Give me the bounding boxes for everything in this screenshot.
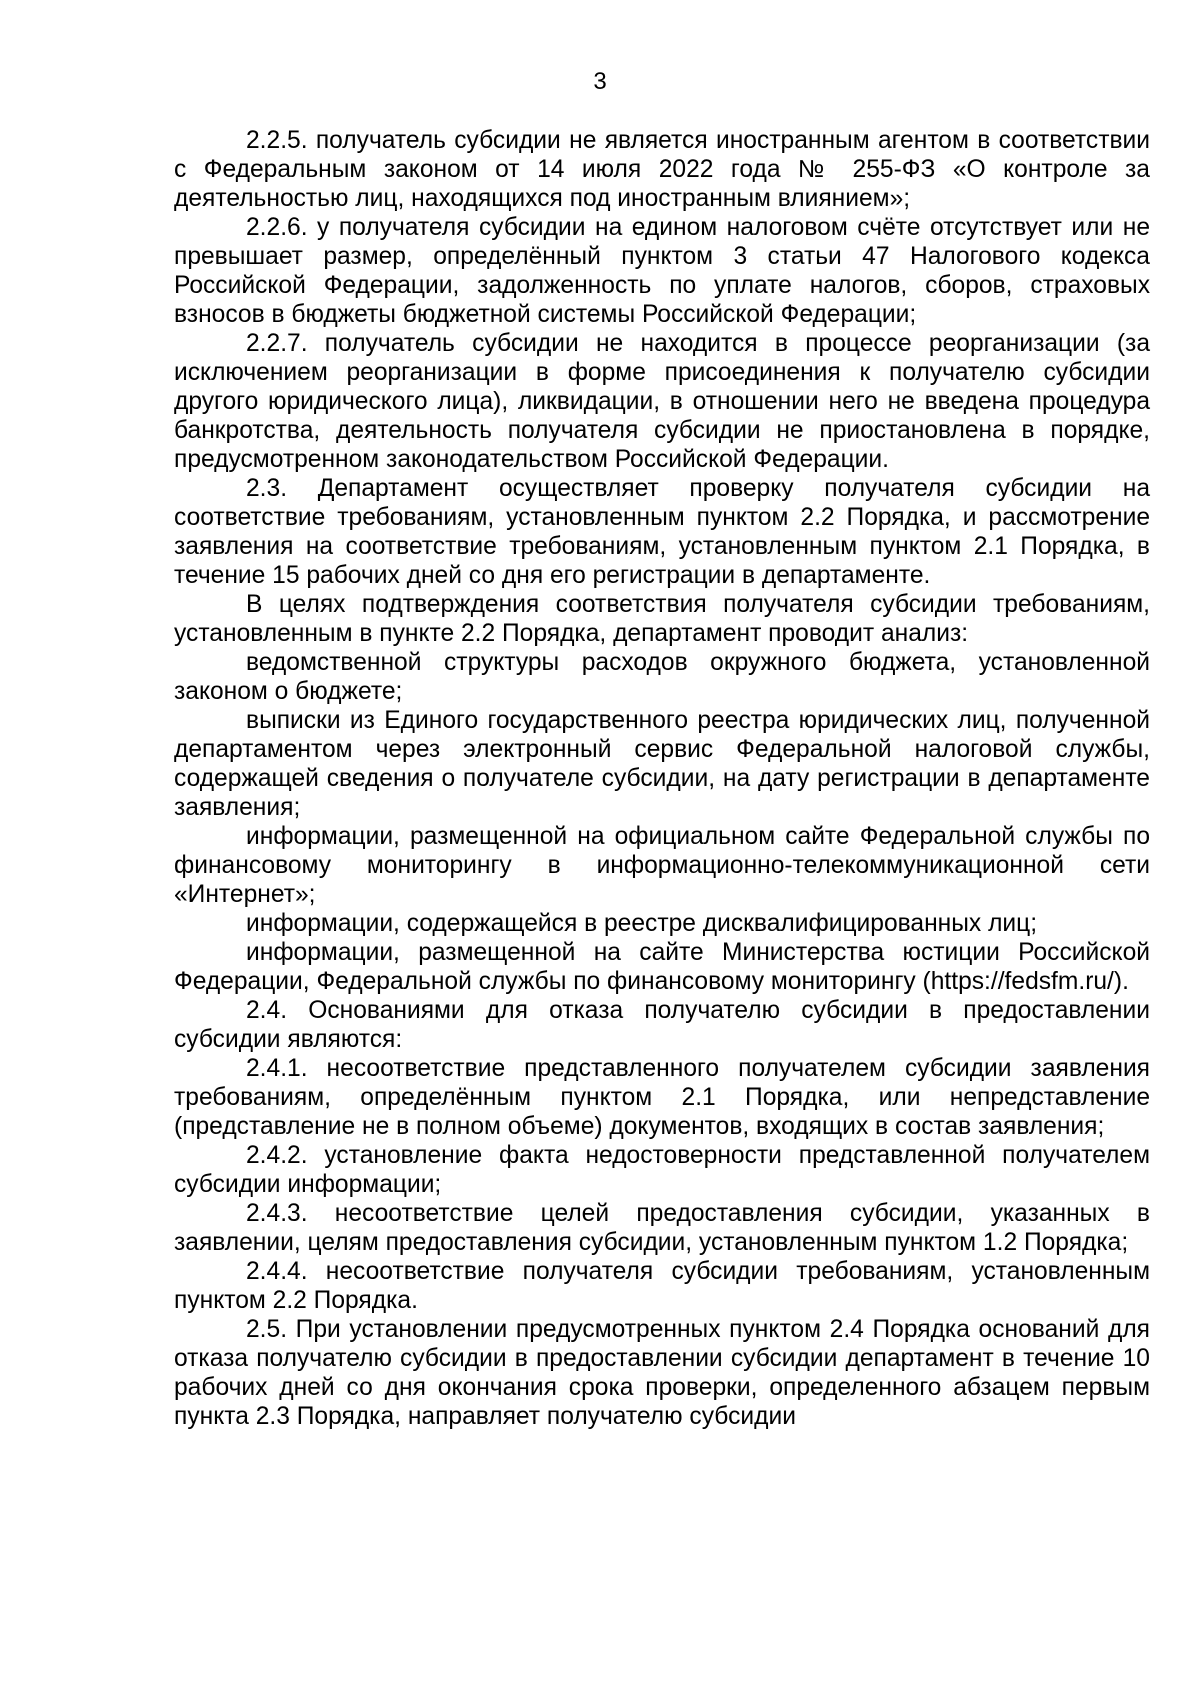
paragraph-2-4-4: 2.4.4. несоответствие получателя субсидии требованиям, установленным пунктом 2.2 Порядка. xyxy=(174,1258,1150,1314)
paragraph-2-5: 2.5. При установлении предусмотренных пунктом 2.4 Порядка оснований для отказа получателю субсидии в предоставлении субсидии департамент в течение 10 рабочих дней со дня окончания срока проверки, определенного абзацем первым пункта 2.3 Порядка, направляет получателю субсидии xyxy=(174,1316,1150,1430)
paragraph-fin-monitoring-info: информации, размещенной на официальном сайте Федеральной службы по финансовому мониторингу в информационно-телекоммуникационной сети «Интернет»; xyxy=(174,823,1150,908)
paragraph-budget-structure: ведомственной структуры расходов окружного бюджета, установленной законом о бюджете; xyxy=(174,649,1150,705)
paragraph-2-2-6: 2.2.6. у получателя субсидии на едином налоговом счёте отсутствует или не превышает размер, определённый пунктом 3 статьи 47 Налогового кодекса Российской Федерации, задолженность по уплате налогов, сборов, страховых взносов в бюджеты бюджетной системы Российской Федерации; xyxy=(174,214,1150,328)
paragraph-disqualified-registry: информации, содержащейся в реестре дисквалифицированных лиц; xyxy=(246,910,1038,937)
paragraph-2-4-1: 2.4.1. несоответствие представленного получателем субсидии заявления требованиям, определённым пунктом 2.1 Порядка, или непредставление (представление не в полном объеме) документов, входящих в состав заявления; xyxy=(174,1055,1150,1140)
paragraph-2-3: 2.3. Департамент осуществляет проверку получателя субсидии на соответствие требованиям, установленным пунктом 2.2 Порядка, и рассмотрение заявления на соответствие требованиям, установленным пунктом 2.1 Порядка, в течение 15 рабочих дней со дня его регистрации в департаменте. xyxy=(174,475,1150,589)
paragraph-2-2-7: 2.2.7. получатель субсидии не находится в процессе реорганизации (за исключением реорганизации в форме присоединения к получателю субсидии другого юридического лица), ликвидации, в отношении него не введена процедура банкротства, деятельность получателя субсидии не приостановлена в порядке, предусмотренном законодательством Российской Федерации. xyxy=(174,330,1150,473)
paragraph-ministry-justice-info: информации, размещенной на сайте Министерства юстиции Российской Федерации, Федеральной службы по финансовому мониторингу (https://fedsfm.ru/). xyxy=(174,939,1150,995)
paragraph-2-4: 2.4. Основаниями для отказа получателю субсидии в предоставлении субсидии являются: xyxy=(174,997,1150,1053)
paragraph-2-4-3: 2.4.3. несоответствие целей предоставления субсидии, указанных в заявлении, целям предоставления субсидии, установленным пунктом 1.2 Порядка; xyxy=(174,1200,1150,1256)
paragraph-2-2-5: 2.2.5. получатель субсидии не является иностранным агентом в соответствии с Федеральным законом от 14 июля 2022 года № 255-ФЗ «О контроле за деятельностью лиц, находящихся под иностранным влиянием»; xyxy=(174,127,1150,212)
paragraph-egrul-extract: выписки из Единого государственного реестра юридических лиц, полученной департаментом через электронный сервис Федеральной налоговой службы, содержащей сведения о получателе субсидии, на дату регистрации в департаменте заявления; xyxy=(174,707,1150,821)
paragraph-2-4-2: 2.4.2. установление факта недостоверности представленной получателем субсидии информации; xyxy=(174,1142,1150,1198)
page-number: 3 xyxy=(593,68,607,95)
document-body xyxy=(174,126,1150,1431)
paragraph-analysis-intro: В целях подтверждения соответствия получателя субсидии требованиям, установленным в пункте 2.2 Порядка, департамент проводит анализ: xyxy=(174,591,1150,647)
